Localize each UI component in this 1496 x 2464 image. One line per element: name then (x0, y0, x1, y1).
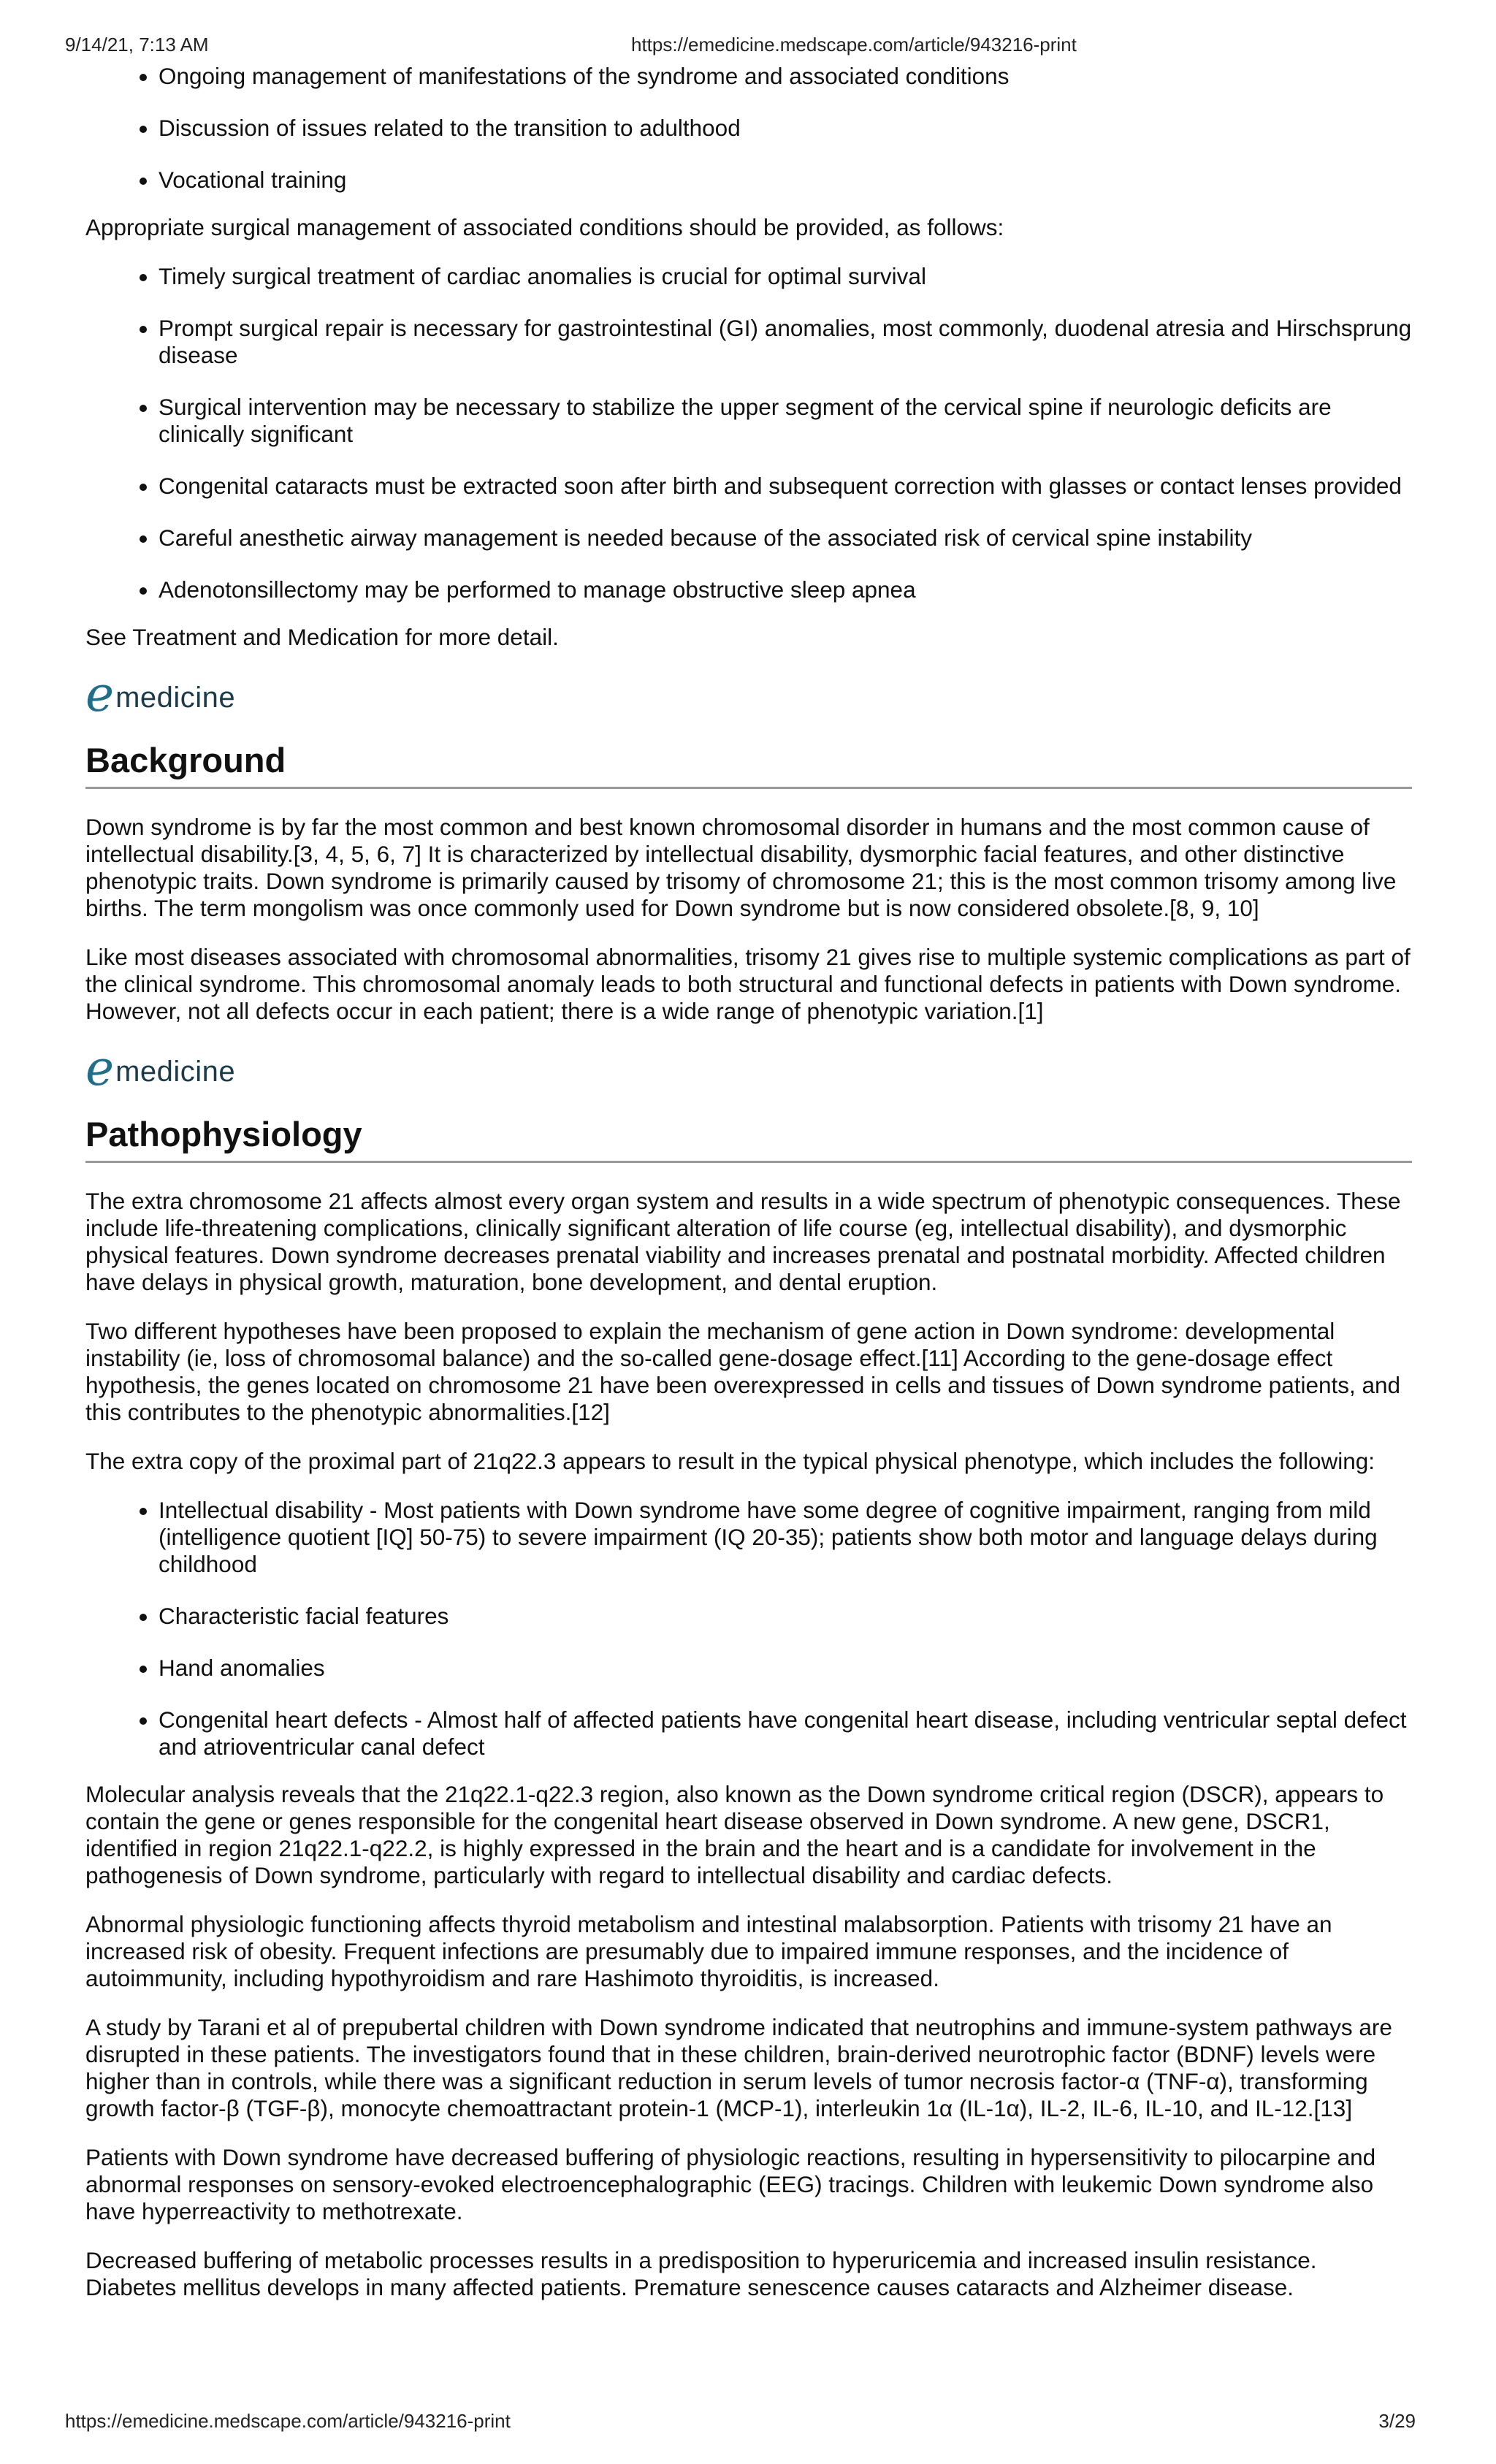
logo-text: medicine (115, 681, 236, 714)
print-header (0, 34, 1496, 63)
list-item: • Congenital cataracts must be extracted soon after birth and subsequent correction with glasses or contact lenses provided (159, 473, 1412, 500)
paragraph: Like most diseases associated with chromosomal abnormalities, trisomy 21 gives rise to multiple systemic complications as part of the clinical syndrome. This chromosomal anomaly leads to both structural and functional defects in patients with Down syndrome. However, not all defects occur in each patient; there is a wide range of phenotypic variation.[1] (85, 944, 1411, 1024)
phenotype-bullet-list (85, 1497, 1412, 1761)
print-footer (0, 2410, 1496, 2439)
paragraph: The extra chromosome 21 affects almost every organ system and results in a wide spectrum of phenotypic consequences. These include life-threatening complications, clinically significant alteration of life course (eg, intellectual disability), and dysmorphic physical features. Down syndrome decreases prenatal viability and increases prenatal and postnatal morbidity. Affected children have delays in physical growth, maturation, bone development, and dental eruption. (85, 1188, 1401, 1295)
paragraph: The extra copy of the proximal part of 21q22.3 appears to result in the typical physical phenotype, which includes the following: (85, 1448, 1375, 1474)
logo-e: e (85, 666, 115, 722)
section-heading-pathophysiology: Pathophysiology (85, 1114, 1412, 1163)
list-item: • Congenital heart defects - Almost half of affected patients have congenital heart disease, including ventricular septal defect and atrioventricular canal defect (159, 1706, 1412, 1761)
list-item: • Discussion of issues related to the transition to adulthood (159, 115, 1412, 142)
list-item: • Vocational training (159, 167, 1412, 194)
surgical-bullet-list (85, 263, 1412, 603)
paragraph: Abnormal physiologic functioning affects thyroid metabolism and intestinal malabsorption. Patients with trisomy 21 have an increased risk of obesity. Frequent infections are presumably due to impaired immune responses, and the incidence of autoimmunity, including hypothyroidism and rare Hashimoto thyroiditis, is increased. (85, 1911, 1332, 1991)
list-item: • Intellectual disability - Most patients with Down syndrome have some degree of cognitive impairment, ranging from mild (intelligence quotient [IQ] 50-75) to severe impairment (IQ 20-35); patients show both motor and language delays during childhood (159, 1497, 1412, 1578)
article-content (85, 63, 1412, 2400)
emedicine-logo (85, 1040, 1412, 1096)
paragraph: Two different hypotheses have been proposed to explain the mechanism of gene action in Down syndrome: developmental instability (ie, loss of chromosomal balance) and the so-called gene-dosage effect.[11] According to the gene-dosage effect hypothesis, the genes located on chromosome 21 have been overexpressed in cells and tissues of Down syndrome patients, and this contributes to the phenotypic abnormalities.[12] (85, 1318, 1401, 1425)
page-number: 3/29 (1378, 2410, 1416, 2432)
surgical-lead-text: Appropriate surgical management of associated conditions should be provided, as follows: (85, 214, 1004, 240)
logo-text: medicine (115, 1055, 236, 1088)
print-url: https://emedicine.medscape.com/article/943216-print (631, 34, 1077, 56)
list-item: • Adenotonsillectomy may be performed to manage obstructive sleep apnea (159, 576, 1412, 603)
paragraph: Patients with Down syndrome have decreased buffering of physiologic reactions, resulting in hypersensitivity to pilocarpine and abnormal responses on sensory-evoked electroencephalographic (EEG) tracings. Children with leukemic Down syndrome also have hyperreactivity to methotrexate. (85, 2144, 1376, 2224)
list-item: • Careful anesthetic airway management is needed because of the associated risk of cervical spine instability (159, 525, 1412, 552)
see-more-text: See Treatment and Medication for more detail. (85, 624, 559, 650)
paragraph: Molecular analysis reveals that the 21q22.1-q22.3 region, also known as the Down syndrome critical region (DSCR), appears to contain the gene or genes responsible for the congenital heart disease observed in Down syndrome. A new gene, DSCR1, identified in region 21q22.1-q22.2, is highly expressed in the brain and the heart and is a candidate for involvement in the pathogenesis of Down syndrome, particularly with regard to intellectual disability and cardiac defects. (85, 1781, 1384, 1888)
section-heading-background: Background (85, 740, 1412, 789)
paragraph: Down syndrome is by far the most common and best known chromosomal disorder in humans and the most common cause of intellectual disability.[3, 4, 5, 6, 7] It is characterized by intellectual disability, dysmorphic facial features, and other distinctive phenotypic traits. Down syndrome is primarily caused by trisomy of chromosome 21; this is the most common trisomy among live births. The term mongolism was once commonly used for Down syndrome but is now considered obsolete.[8, 9, 10] (85, 814, 1397, 921)
list-item: • Hand anomalies (159, 1655, 1412, 1682)
paragraph: A study by Tarani et al of prepubertal children with Down syndrome indicated that neutrophins and immune-system pathways are disrupted in these patients. The investigators found that in these children, brain-derived neurotrophic factor (BDNF) levels were higher than in controls, while there was a significant reduction in serum levels of tumor necrosis factor-α (TNF-α), transforming growth factor-β (TGF-β), monocyte chemoattractant protein-1 (MCP-1), interleukin 1α (IL-1α), IL-2, IL-6, IL-10, and IL-12.[13] (85, 2014, 1392, 2121)
paragraph: Decreased buffering of metabolic processes results in a predisposition to hyperuricemia and increased insulin resistance. Diabetes mellitus develops in many affected patients. Premature senescence causes cataracts and Alzheimer disease. (85, 2247, 1317, 2300)
emedicine-logo (85, 666, 1412, 722)
intro-bullet-list-1 (85, 63, 1412, 194)
list-item: • Prompt surgical repair is necessary for gastrointestinal (GI) anomalies, most commonly, duodenal atresia and Hirschsprung disease (159, 315, 1412, 369)
footer-url: https://emedicine.medscape.com/article/943216-print (65, 2410, 511, 2432)
logo-e: e (85, 1040, 115, 1096)
list-item: • Surgical intervention may be necessary to stabilize the upper segment of the cervical spine if neurologic deficits are clinically significant (159, 394, 1412, 448)
list-item: • Characteristic facial features (159, 1603, 1412, 1630)
list-item: • Timely surgical treatment of cardiac anomalies is crucial for optimal survival (159, 263, 1412, 290)
list-item: • Ongoing management of manifestations of the syndrome and associated conditions (159, 63, 1412, 90)
print-datetime: 9/14/21, 7:13 AM (65, 34, 209, 56)
